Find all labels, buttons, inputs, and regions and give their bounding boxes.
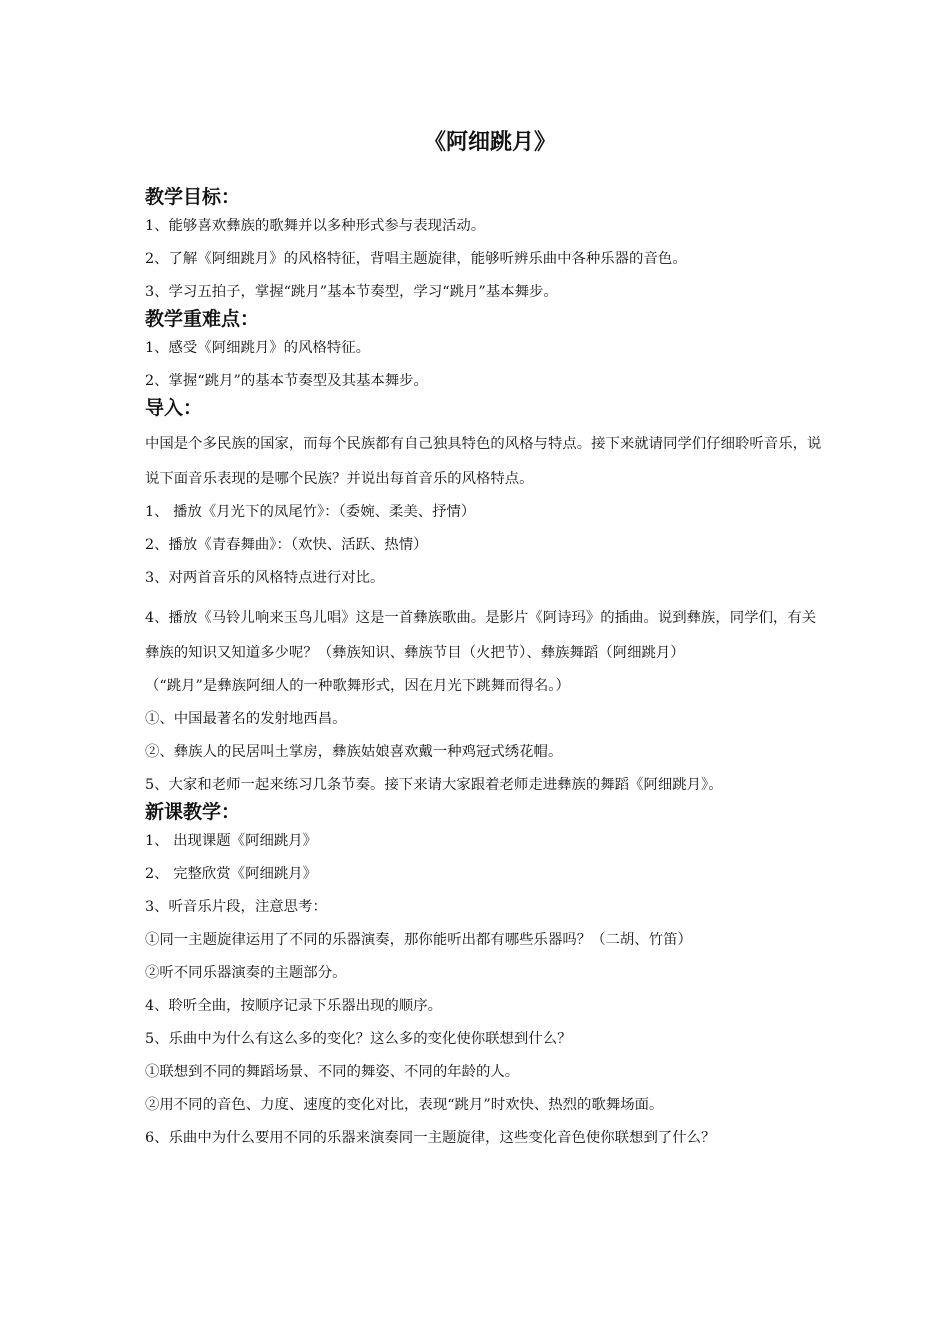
intro-item: 2、播放《青春舞曲》：（欢快、活跃、热情） — [145, 537, 428, 553]
intro-item-4: 4、播放《马铃儿响来玉鸟儿唱》这是一首彝族歌曲。是影片《阿诗玛》的插曲。说到彝族，同学们，有关彝族的知识又知道多少呢？（彝族知识、彝族节目（火把节）、彝族舞蹈（阿细跳月） — [145, 610, 817, 661]
lesson-item: 3、听音乐片段，注意思考： — [145, 899, 327, 915]
lesson-item: ②听不同乐器演奏的主题部分。 — [145, 965, 347, 981]
lesson-item: 5、乐曲中为什么有这么多的变化？这么多的变化使你联想到什么？ — [145, 1031, 572, 1047]
lesson-item: ①同一主题旋律运用了不同的乐器演奏，那你能听出都有哪些乐器吗？（二胡、竹笛） — [145, 932, 692, 948]
lesson-item: ②用不同的音色、力度、速度的变化对比，表现“跳月”时欢快、热烈的歌舞场面。 — [145, 1097, 664, 1113]
intro-note: ①、中国最著名的发射地西昌。 — [145, 711, 347, 727]
page-title: 《阿细跳月》 — [423, 130, 556, 155]
lesson-item: 4、聆听全曲，按顺序记录下乐器出现的顺序。 — [145, 998, 442, 1014]
goal-item: 2、了解《阿细跳月》的风格特征，背唱主题旋律，能够听辨乐曲中各种乐器的音色。 — [145, 251, 687, 267]
heading-newlesson: 新课教学： — [145, 801, 241, 823]
intro-paragraph: 中国是个多民族的国家，而每个民族都有自己独具特色的风格与特点。接下来就请同学们仔细聆听音乐，说说下面音乐表现的是哪个民族？并说出每首音乐的风格特点。 — [145, 436, 822, 487]
lesson-item: ①联想到不同的舞蹈场景、不同的舞姿、不同的年龄的人。 — [145, 1064, 520, 1080]
intro-item: 5、大家和老师一起来练习几条节奏。接下来请大家跟着老师走进彝族的舞蹈《阿细跳月》。 — [145, 777, 723, 793]
intro-item: 3、对两首音乐的风格特点进行对比。 — [145, 570, 385, 586]
lesson-item: 6、乐曲中为什么要用不同的乐器来演奏同一主题旋律，这些变化音色使你联想到了什么？ — [145, 1130, 716, 1146]
lesson-item: 1、 出现课题《阿细跳月》 — [145, 833, 318, 849]
keypoint-item: 1、感受《阿细跳月》的风格特征。 — [145, 340, 371, 356]
document-content — [145, 128, 825, 1161]
goal-item: 3、学习五拍子，掌握“跳月”基本节奏型，学习“跳月”基本舞步。 — [145, 284, 558, 300]
heading-keypoints: 教学重难点： — [145, 308, 260, 330]
lesson-item: 2、 完整欣赏《阿细跳月》 — [145, 866, 318, 882]
intro-item: 1、 播放《月光下的凤尾竹》：（委婉、柔美、抒情） — [145, 504, 476, 520]
heading-intro: 导入： — [145, 397, 203, 419]
goal-item: 1、能够喜欢彝族的歌舞并以多种形式参与表现活动。 — [145, 218, 486, 234]
heading-goals: 教学目标： — [145, 186, 241, 208]
intro-note: ②、彝族人的民居叫土掌房，彝族姑娘喜欢戴一种鸡冠式绣花帽。 — [145, 744, 563, 760]
intro-note: （“跳月”是彝族阿细人的一种歌舞形式，因在月光下跳舞而得名。） — [145, 678, 570, 694]
keypoint-item: 2、掌握“跳月”的基本节奏型及其基本舞步。 — [145, 373, 428, 389]
